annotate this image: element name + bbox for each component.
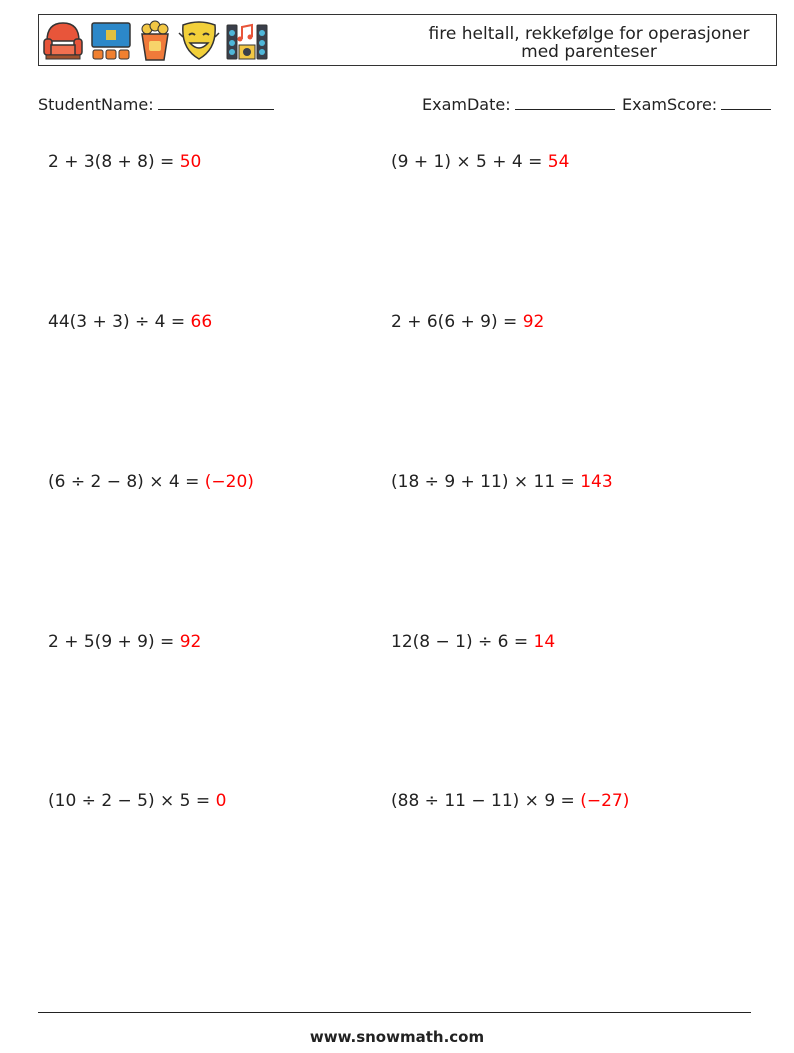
problem-expression: (6 ÷ 2 − 8) × 4 = — [48, 472, 205, 492]
problem-9 — [48, 791, 226, 811]
exam-date-field[interactable] — [422, 93, 615, 114]
problem-answer: (−27) — [580, 791, 630, 811]
problem-answer: (−20) — [204, 472, 254, 492]
exam-score-blank[interactable] — [721, 93, 771, 110]
problem-expression: (9 + 1) × 5 + 4 = — [391, 152, 548, 172]
problem-7 — [48, 632, 201, 652]
problem-10 — [391, 791, 629, 811]
problem-answer: 14 — [533, 632, 556, 652]
problem-expression: (10 ÷ 2 − 5) × 5 = — [48, 791, 216, 811]
problem-expression: (18 ÷ 9 + 11) × 11 = — [391, 472, 581, 492]
student-name-field[interactable] — [38, 93, 274, 114]
exam-score-label: ExamScore: — [622, 95, 718, 114]
problem-answer: 66 — [190, 312, 213, 332]
worksheet-title: fire heltall, rekkefølge for operasjoner med parenteser — [428, 24, 750, 62]
problem-6 — [391, 472, 613, 492]
header-icons — [41, 19, 269, 63]
problem-expression: 2 + 6(6 + 9) = — [391, 312, 523, 332]
problem-answer: 50 — [179, 152, 202, 172]
problem-1 — [48, 152, 201, 172]
problem-8 — [391, 632, 555, 652]
armchair-icon — [41, 19, 85, 63]
tv-screen-icon — [89, 19, 133, 63]
problem-5 — [48, 472, 254, 492]
theater-mask-icon — [177, 19, 221, 63]
exam-date-label: ExamDate: — [422, 95, 511, 114]
footer-url[interactable]: www.snowmath.com — [309, 1028, 485, 1046]
speakers-music-icon — [225, 19, 269, 63]
problem-answer: 0 — [215, 791, 227, 811]
problem-3 — [48, 312, 212, 332]
problem-answer: 92 — [179, 632, 202, 652]
problem-4 — [391, 312, 544, 332]
problem-answer: 54 — [547, 152, 570, 172]
problem-expression: 2 + 5(9 + 9) = — [48, 632, 180, 652]
problem-answer: 92 — [522, 312, 545, 332]
problem-answer: 143 — [580, 472, 613, 492]
student-name-blank[interactable] — [158, 93, 274, 110]
popcorn-icon — [137, 19, 173, 63]
problem-expression: 12(8 − 1) ÷ 6 = — [391, 632, 534, 652]
student-name-label: StudentName: — [38, 95, 154, 114]
problem-2 — [391, 152, 569, 172]
exam-date-blank[interactable] — [515, 93, 615, 110]
exam-score-field[interactable] — [622, 93, 771, 114]
problem-expression: 2 + 3(8 + 8) = — [48, 152, 180, 172]
problem-expression: 44(3 + 3) ÷ 4 = — [48, 312, 191, 332]
footer-divider — [38, 1012, 751, 1013]
header-box — [38, 14, 777, 66]
problem-expression: (88 ÷ 11 − 11) × 9 = — [391, 791, 581, 811]
